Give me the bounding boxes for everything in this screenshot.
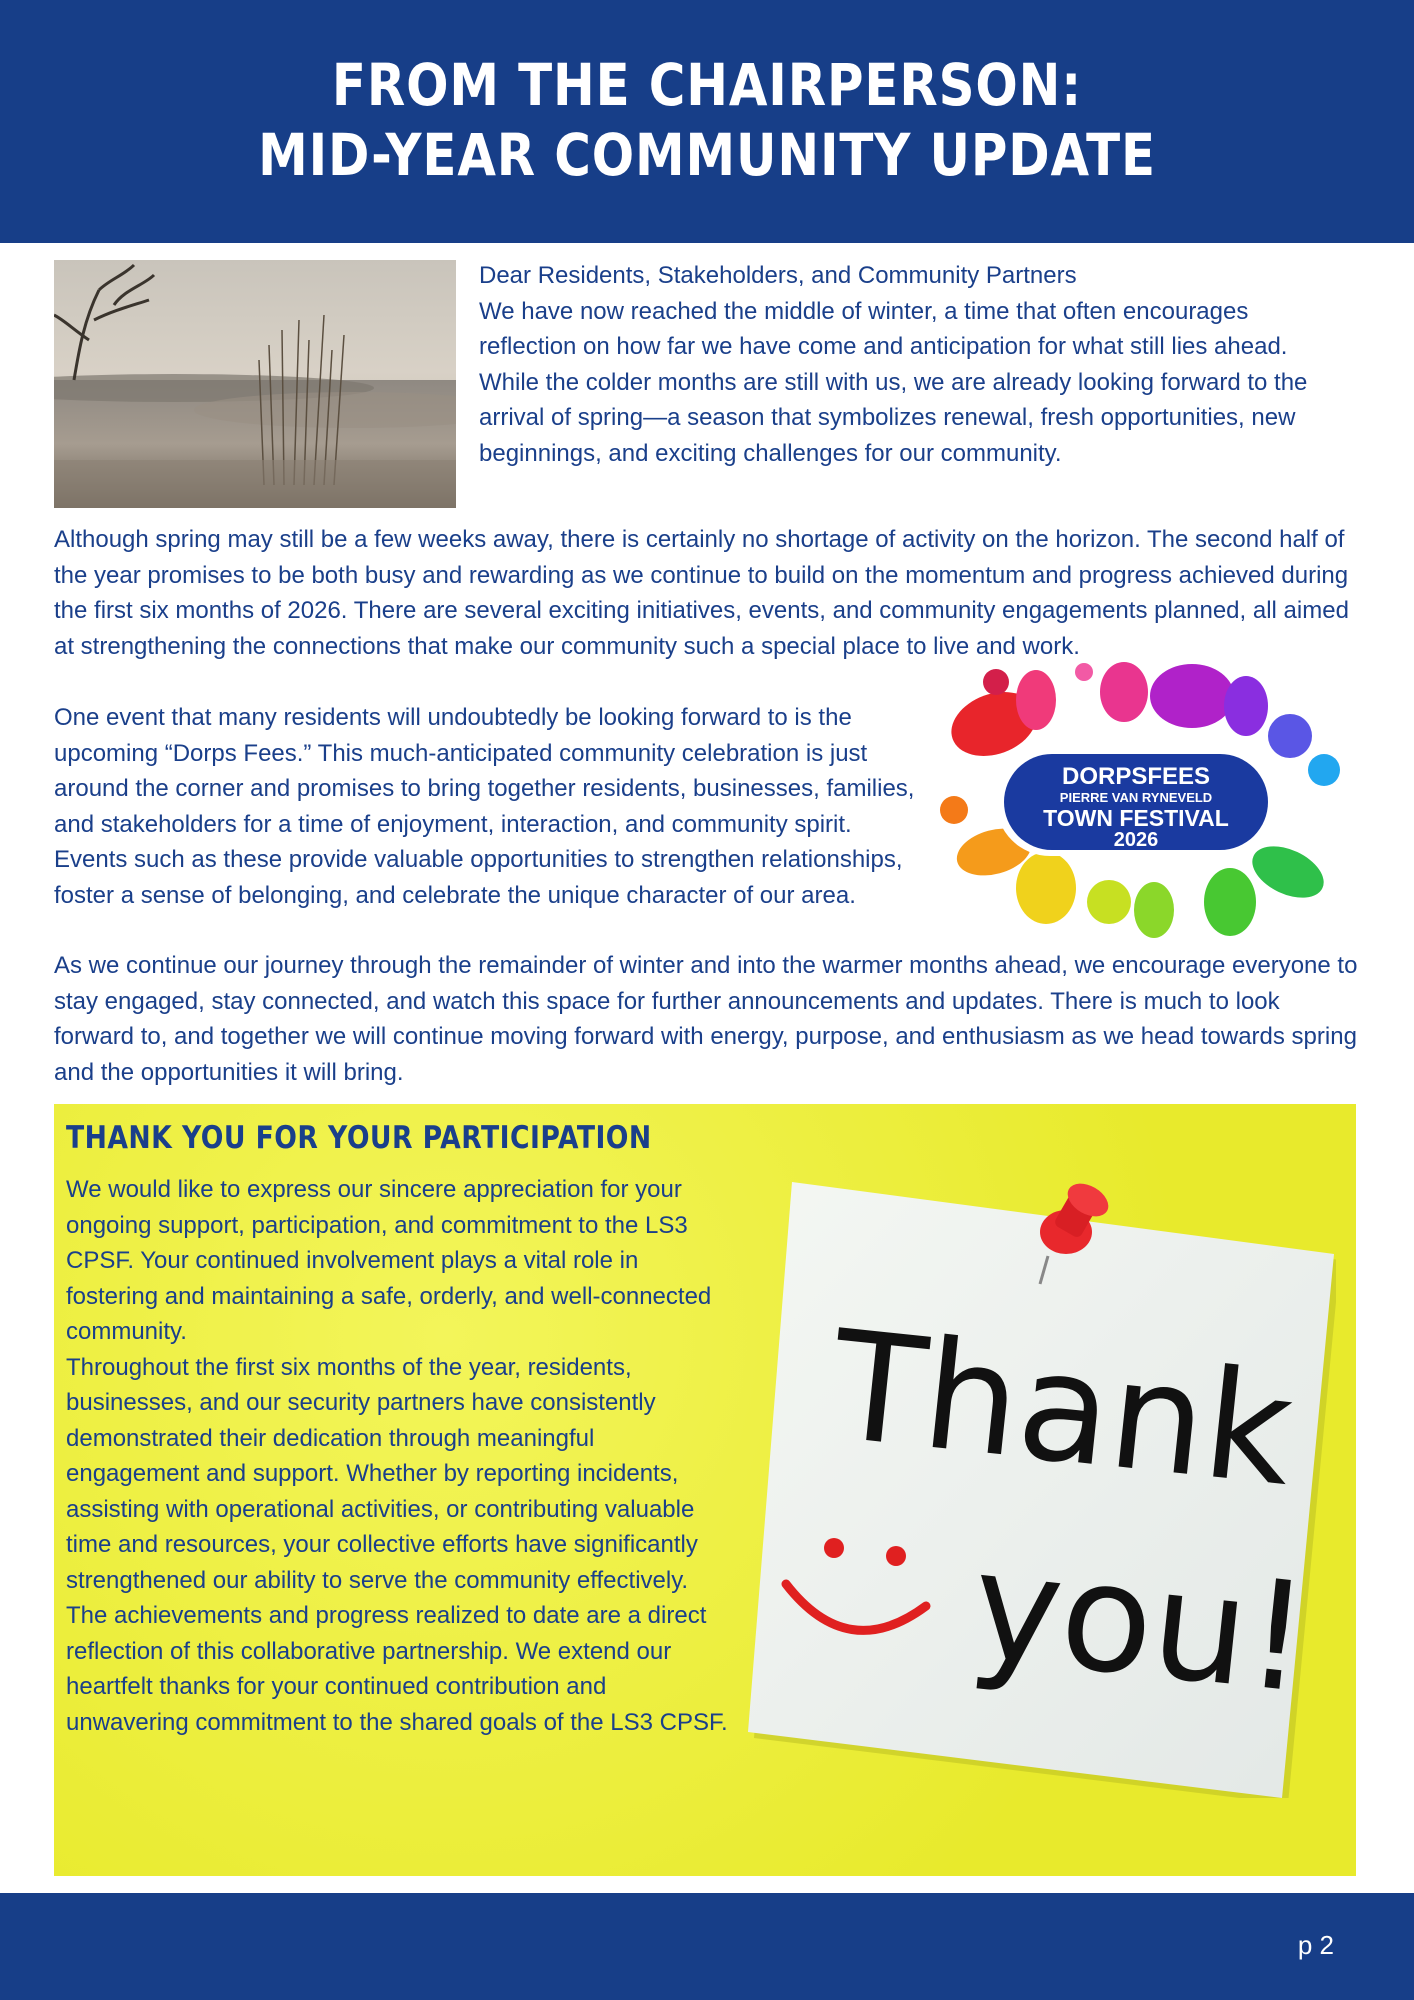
thank-you-heading: THANK YOU FOR YOUR PARTICIPATION <box>66 1120 652 1156</box>
thank-you-paragraph-2: Throughout the first six months of the year, residents, businesses, and our security partners have consistently demonstrated their dedication through meaningful engagement and support. Whether by reporting incidents, assisting with operational activities, or contributing valuable time and resources, your collective efforts have significantly strengthened our ability to serve the community effectively. <box>66 1353 698 1594</box>
logo-line1: DORPSFEES <box>1061 763 1211 790</box>
logo-line4: 2026 <box>1113 829 1159 851</box>
page-title-line2: MID-YEAR COMMUNITY UPDATE <box>258 121 1156 189</box>
salutation: Dear Residents, Stakeholders, and Community Partners <box>479 262 1077 289</box>
header-banner <box>0 0 1414 243</box>
page-title-line1: FROM THE CHAIRPERSON: <box>331 51 1083 119</box>
footer-banner <box>0 1893 1414 2000</box>
thank-you-paragraph-3: The achievements and progress realized to date are a direct reflection of this collaborative partnership. We extend our heartfelt thanks for your continued contribution and unwavering commitment to the shared goals of the LS3 CPSF. <box>66 1602 728 1736</box>
intro-paragraph: We have now reached the middle of winter, a time that often encourages reflection on how far we have come and anticipation for what still lies ahead. While the colder months are still with us, we are already looking forward to the arrival of spring—a season that symbolizes renewal, fresh opportunities, new beginnings, and exciting challenges for our community. <box>479 297 1308 467</box>
page-number: p 2 <box>1297 1930 1334 1960</box>
page-title <box>99 50 1315 190</box>
body-paragraph-2: One event that many residents will undoubtedly be looking forward to is the upcoming “Dorps Fees.” This much-anticipated community celebration is just around the corner and promises to bring together residents, businesses, families, and stakeholders for a time of enjoyment, interaction, and community spirit. Events such as these provide valuable opportunities to strengthen relationships, foster a sense of belonging, and celebrate the unique character of our area. <box>54 704 915 909</box>
note-you-word: you! <box>964 1518 1317 1727</box>
note-thank-word: Thank <box>824 1298 1301 1520</box>
body-paragraph-3: As we continue our journey through the remainder of winter and into the warmer months ahead, we encourage everyone to stay engaged, stay connected, and watch this space for further announcements and updates. There is much to look forward to, and together we will continue moving forward with energy, purpose, and enthusiasm as we head towards spring and the opportunities it will bring. <box>54 952 1358 1086</box>
thank-you-text <box>66 1172 734 1740</box>
intro-block <box>479 258 1349 471</box>
body-paragraph-1: Although spring may still be a few weeks away, there is certainly no shortage of activity on the horizon. The second half of the year promises to be both busy and rewarding as we continue to build on the momentum and progress achieved during the first six months of 2026. There are several exciting initiatives, events, and community engagements planned, all aimed at strengthening the connections that make our community such a special place to live and work. <box>54 526 1349 660</box>
thank-you-sticky-note <box>748 1176 1336 1798</box>
logo-line2: PIERRE VAN RYNEVELD <box>1059 790 1213 805</box>
winter-grass-photo <box>54 260 456 508</box>
logo-line3: TOWN FESTIVAL <box>1043 805 1229 831</box>
dorpsfees-festival-logo <box>924 662 1348 942</box>
thank-you-paragraph-1: We would like to express our sincere appreciation for your ongoing support, participation, and commitment to the LS3 CPSF. Your continued involvement plays a vital role in fostering and maintaining a safe, orderly, and well-connected community. <box>66 1176 712 1345</box>
